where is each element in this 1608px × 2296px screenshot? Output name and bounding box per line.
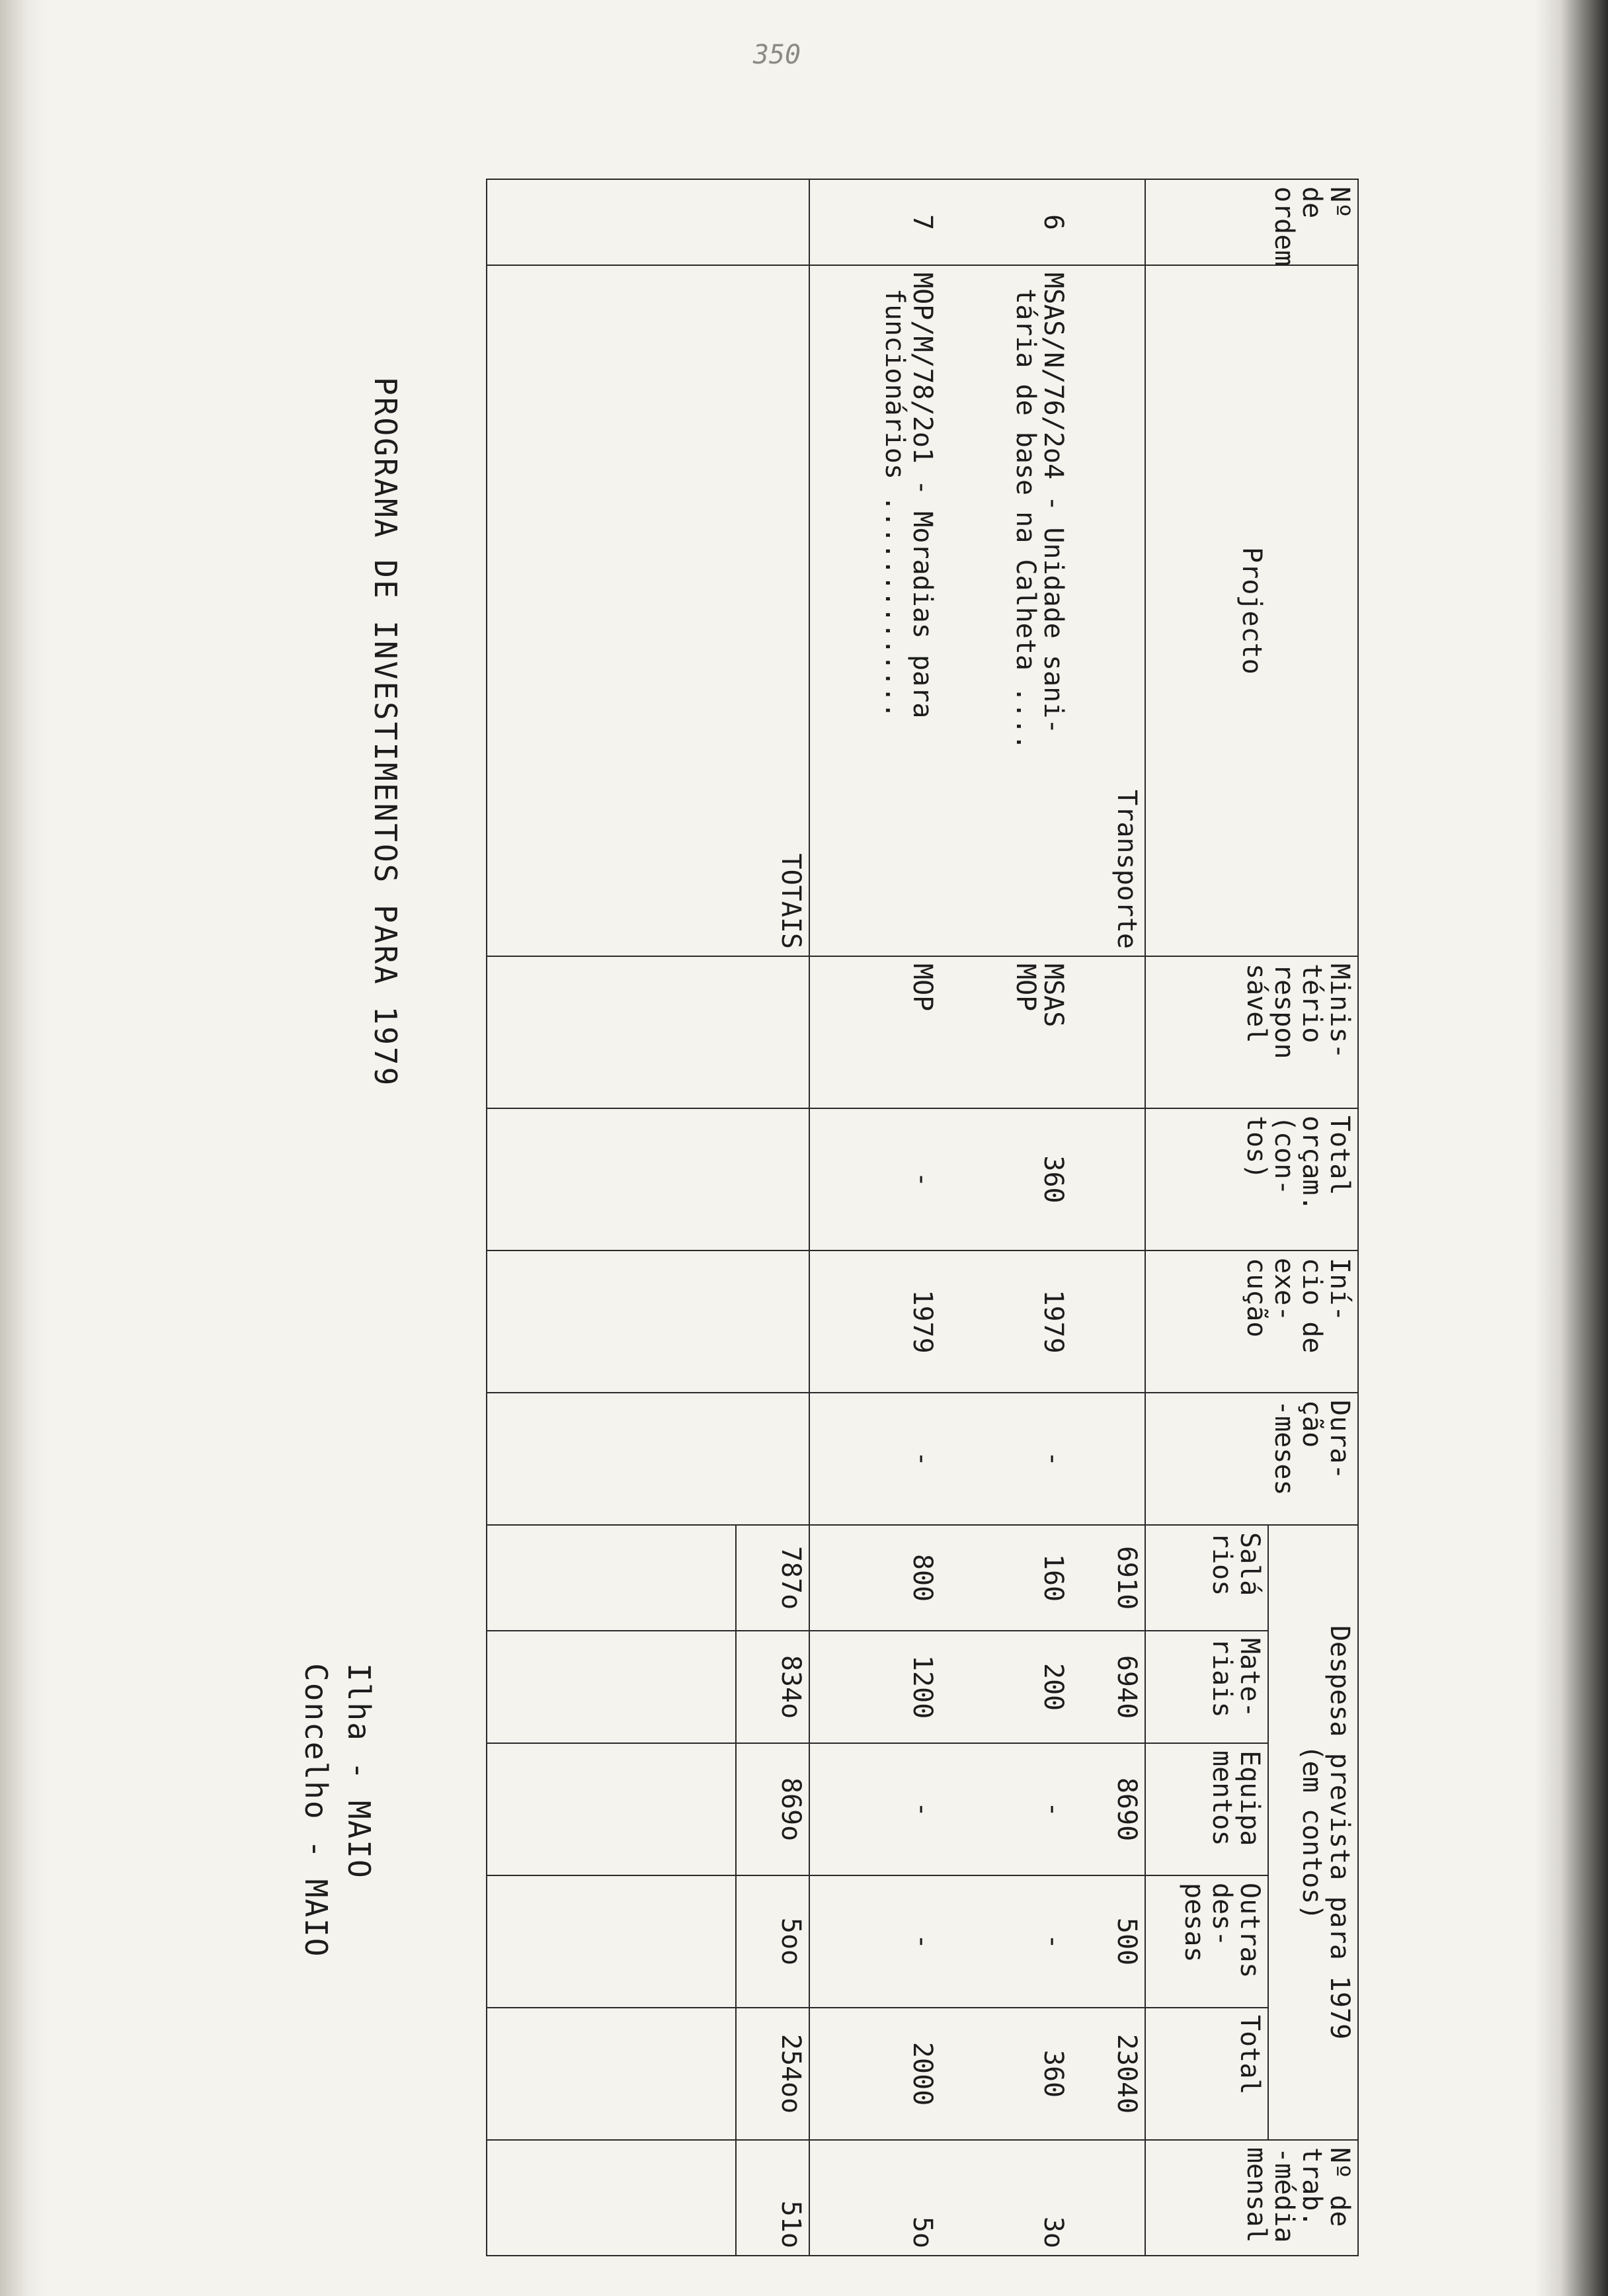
row-projecto: [809, 265, 940, 956]
totals-label: TOTAIS: [736, 265, 809, 956]
table-row: [809, 179, 940, 2256]
table-row: [940, 179, 1071, 2256]
row-duracao: -: [940, 1393, 1071, 1525]
row-equipamentos: -: [809, 1743, 940, 1875]
row-projecto-line2: funcionários ..............: [879, 288, 910, 719]
row-projecto-line1: MOP/M/78/2o1 - Moradias para: [907, 272, 938, 719]
header-outras: Outras des- pesas: [1145, 1875, 1268, 2008]
investment-table: [486, 179, 1359, 2256]
header-materiais: Mate- riais: [1145, 1631, 1268, 1743]
row-projecto-line1: MSAS/N/76/2o4 - Unidade sani-: [1038, 272, 1069, 735]
totals-row: [736, 179, 809, 2256]
totals-trabalhadores: 51o: [736, 2140, 809, 2256]
header-ordem: Nº de ordem: [1145, 179, 1358, 265]
row-total-orcamento: -: [809, 1108, 940, 1250]
blank-row: [487, 179, 736, 2256]
header-projecto: Projecto: [1145, 265, 1358, 956]
header-row: [1268, 179, 1358, 2256]
transporte-salarios: 6910: [1071, 1525, 1145, 1631]
row-projecto: [940, 265, 1071, 956]
row-materiais: 200: [940, 1631, 1071, 1743]
header-despesa-group: Despesa prevista para 1979 (em contos): [1268, 1525, 1358, 2140]
totals-materiais: 834o: [736, 1631, 809, 1743]
row-equipamentos: -: [940, 1743, 1071, 1875]
row-salarios: 160: [940, 1525, 1071, 1631]
row-ordem: 6: [940, 179, 1071, 265]
header-equipamentos: Equipa mentos: [1145, 1743, 1268, 1875]
transporte-outras: 500: [1071, 1875, 1145, 2008]
header-salarios: Salá rios: [1145, 1525, 1268, 1631]
row-trabalhadores: 3o: [940, 2140, 1071, 2256]
page-number: 350: [752, 40, 801, 70]
transporte-equipamentos: 8690: [1071, 1743, 1145, 1875]
row-ministerio: MOP: [809, 956, 940, 1108]
page-title: PROGRAMA DE INVESTIMENTOS PARA 1979: [368, 377, 403, 1088]
row-salarios: 800: [809, 1525, 940, 1631]
header-trabalhadores: Nº de trab. -média mensal: [1145, 2140, 1358, 2256]
row-total-orcamento: 360: [940, 1108, 1071, 1250]
row-trabalhadores: 5o: [809, 2140, 940, 2256]
county-label: Concelho - MAIO: [298, 1663, 334, 1958]
transporte-total: 23040: [1071, 2008, 1145, 2140]
row-outras: -: [940, 1875, 1071, 2008]
totals-equipamentos: 869o: [736, 1743, 809, 1875]
scan-right-edge: [1535, 0, 1608, 2296]
header-duracao: Dura- ção -meses: [1145, 1393, 1358, 1525]
transporte-label: Transporte: [1111, 790, 1142, 949]
row-inicio: 1979: [809, 1250, 940, 1393]
header-inicio: Iní- cio de exe- cução: [1145, 1250, 1358, 1393]
transporte-row: [1071, 179, 1145, 2256]
row-duracao: -: [809, 1393, 940, 1525]
island-label: Ilha - MAIO: [341, 1663, 377, 1879]
row-projecto-line2: tária de base na Calheta ....: [1010, 288, 1041, 751]
row-outras: -: [809, 1875, 940, 2008]
row-ministerio: MSAS MOP: [940, 956, 1071, 1108]
row-ordem: 7: [809, 179, 940, 265]
totals-salarios: 787o: [736, 1525, 809, 1631]
row-total: 2000: [809, 2008, 940, 2140]
header-total-orcamento: Total orçam. (con- tos): [1145, 1108, 1358, 1250]
totals-total: 254oo: [736, 2008, 809, 2140]
scan-left-edge: [0, 0, 46, 2296]
header-total: Total: [1145, 2008, 1268, 2140]
row-total: 360: [940, 2008, 1071, 2140]
totals-outras: 5oo: [736, 1875, 809, 2008]
header-ministerio: Minis- tério respon sável: [1145, 956, 1358, 1108]
rotated-sheet: [126, 159, 1418, 2288]
row-inicio: 1979: [940, 1250, 1071, 1393]
row-materiais: 1200: [809, 1631, 940, 1743]
transporte-materiais: 6940: [1071, 1631, 1145, 1743]
